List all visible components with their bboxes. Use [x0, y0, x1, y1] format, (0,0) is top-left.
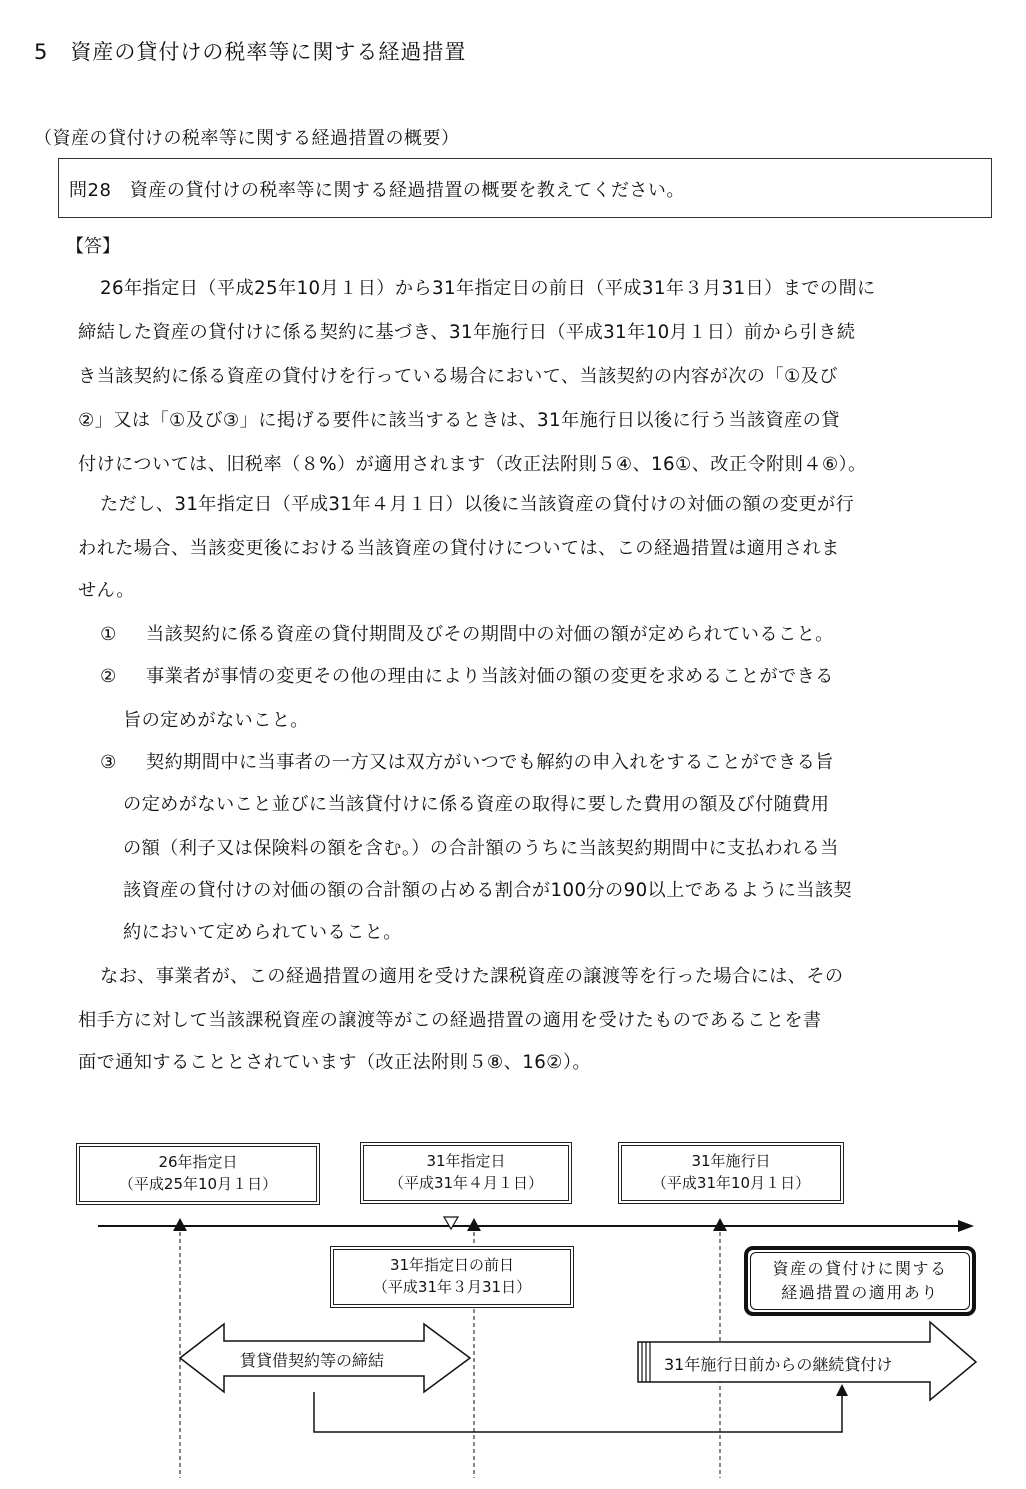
item-text: 事業者が事情の変更その他の理由により当該対価の額の変更を求めることができる [146, 666, 834, 687]
date-box-31-designated [360, 1142, 572, 1204]
paragraph-line: ②」又は「①及び③」に掲げる要件に該当するときは、31年施行日以後に行う当該資産の貸 [78, 410, 840, 431]
item-text: 契約期間中に当事者の一方又は双方がいつでも解約の申入れをすることができる旨 [146, 752, 834, 773]
item-text: 当該契約に係る資産の貸付期間及びその期間中の対価の額が定められていること。 [146, 624, 834, 645]
paragraph-line: 相手方に対して当該課税資産の譲渡等がこの経過措置の適用を受けたものであることを書 [78, 1010, 822, 1031]
paragraph-line: 面で通知することとされています（改正法附則５⑧、16②）。 [78, 1052, 591, 1073]
item-number: ② [100, 666, 117, 687]
box-label: 資産の貸付けに関する [772, 1259, 948, 1278]
box-date: （平成25年10月１日） [118, 1175, 278, 1193]
item-text: の額（利子又は保険料の額を含む。）の合計額のうちに当該契約期間中に支払われる当 [123, 838, 839, 859]
continuous-lending-arrow-label: 31年施行日前からの継続貸付け [664, 1355, 893, 1374]
date-box-26-designated [76, 1143, 320, 1205]
contract-arrow-label: 賃貸借契約等の締結 [240, 1351, 385, 1370]
paragraph-line: 付けについては、旧税率（８%）が適用されます（改正法附則５④、16①、改正令附則４⑥）。 [78, 454, 867, 475]
item-text: 約において定められていること。 [123, 922, 402, 943]
box-date: （平成31年３月31日） [372, 1278, 532, 1296]
box-label: 経過措置の適用あり [781, 1283, 939, 1302]
item-number: ① [100, 624, 117, 645]
question-text: 問28 資産の貸付けの税率等に関する経過措置の概要を教えてください。 [69, 180, 685, 201]
date-box-day-before [330, 1246, 574, 1308]
paragraph-line: 26年指定日（平成25年10月１日）から31年指定日の前日（平成31年３月31日）までの間に [100, 278, 876, 299]
answer-label: 【答】 [66, 236, 120, 257]
box-date: （平成31年４月１日） [388, 1174, 544, 1192]
paragraph-line: せん。 [78, 580, 135, 601]
paragraph-line: 締結した資産の貸付けに係る契約に基づき、31年施行日（平成31年10月１日）前から引き続 [78, 322, 856, 343]
box-label: 31年施行日 [691, 1152, 771, 1170]
date-box-31-effective [618, 1142, 844, 1204]
section-heading: 5 資産の貸付けの税率等に関する経過措置 [34, 40, 467, 64]
item-text: 該資産の貸付けの対価の額の合計額の占める割合が100分の90以上であるように当該契 [123, 880, 853, 901]
box-label: 31年指定日の前日 [389, 1256, 515, 1274]
item-number: ③ [100, 752, 117, 773]
box-label: 31年指定日 [426, 1152, 506, 1170]
box-label: 26年指定日 [158, 1153, 238, 1171]
measure-applied-box [744, 1246, 976, 1316]
item-text: 旨の定めがないこと。 [123, 710, 309, 731]
paragraph-line: ただし、31年指定日（平成31年４月１日）以後に当該資産の貸付けの対価の額の変更が行 [100, 494, 855, 515]
box-date: （平成31年10月１日） [651, 1174, 811, 1192]
paragraph-line: き当該契約に係る資産の貸付けを行っている場合において、当該契約の内容が次の「①及び [78, 366, 838, 387]
paragraph-line: なお、事業者が、この経過措置の適用を受けた課税資産の譲渡等を行った場合には、その [100, 966, 844, 987]
item-text: の定めがないこと並びに当該貸付けに係る資産の取得に要した費用の額及び付随費用 [123, 794, 830, 815]
subheading: （資産の貸付けの税率等に関する経過措置の概要） [34, 128, 460, 149]
paragraph-line: われた場合、当該変更後における当該資産の貸付けについては、この経過措置は適用されま [78, 538, 840, 559]
